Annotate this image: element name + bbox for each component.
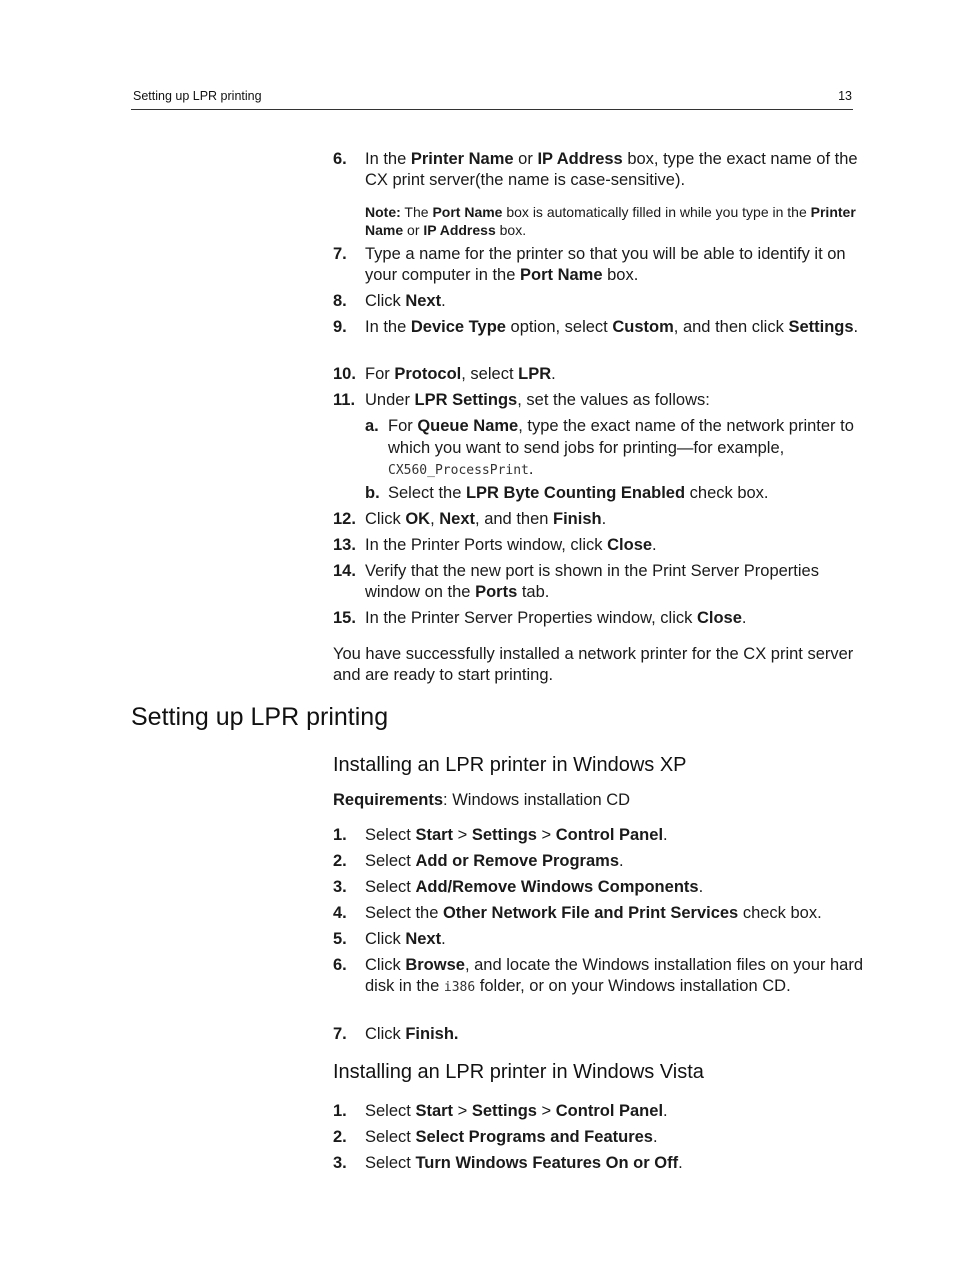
code-term: CX560_ProcessPrint xyxy=(388,463,529,478)
bold-term: Start xyxy=(415,826,454,844)
step-text: Click Next. xyxy=(365,292,446,310)
step-text: Select Add/Remove Windows Components. xyxy=(365,878,704,896)
step-number: 6. xyxy=(333,150,347,168)
bold-term: Browse xyxy=(405,956,465,974)
bold-term: Finish. xyxy=(405,1025,459,1043)
step-6 xyxy=(333,149,863,191)
step-8 xyxy=(333,291,863,312)
vista-heading: Installing an LPR printer in Windows Vista xyxy=(333,1061,704,1083)
note: Note: The Port Name box is automatically filled in while you type in the Printer Name or IP Address box. xyxy=(365,204,856,238)
step-number: 12. xyxy=(333,510,356,528)
xp-step-7 xyxy=(333,1024,863,1045)
bold-term: Start xyxy=(415,1102,454,1120)
step-12 xyxy=(333,509,863,530)
step-number: 1. xyxy=(333,826,347,844)
step-10 xyxy=(333,364,863,385)
bold-term: IP Address xyxy=(537,150,623,168)
step-number: 3. xyxy=(333,1154,347,1172)
bold-term: Next xyxy=(405,292,442,310)
bold-term: Close xyxy=(696,609,742,627)
substep-text: Select the LPR Byte Counting Enabled check box. xyxy=(388,484,769,502)
bold-term: Port Name xyxy=(520,266,603,284)
step-text: Select the Other Network File and Print Services check box. xyxy=(365,904,822,922)
xp-step-4 xyxy=(333,903,873,924)
xp-heading: Installing an LPR printer in Windows XP xyxy=(333,754,687,776)
step-text: Select Turn Windows Features On or Off. xyxy=(365,1154,683,1172)
step-7 xyxy=(333,244,863,286)
step-number: 2. xyxy=(333,1128,347,1146)
bold-term: Next xyxy=(439,510,476,528)
step-number: 5. xyxy=(333,930,347,948)
step-number: 14. xyxy=(333,562,356,580)
step-text: In the Printer Server Properties window, click Close. xyxy=(365,609,747,627)
bold-term: Device Type xyxy=(410,318,506,336)
step-number: 6. xyxy=(333,956,347,974)
substep-letter: a. xyxy=(365,417,379,435)
step-number: 1. xyxy=(333,1102,347,1120)
step-number: 10. xyxy=(333,365,356,383)
bold-term: Settings xyxy=(471,826,537,844)
step-9 xyxy=(333,317,863,338)
xp-step-5 xyxy=(333,929,863,950)
vista-step-1 xyxy=(333,1101,863,1122)
step-text: Select Select Programs and Features. xyxy=(365,1128,658,1146)
substep-letter: b. xyxy=(365,484,380,502)
step-text: Select Start > Settings > Control Panel. xyxy=(365,1102,668,1120)
bold-term: Turn Windows Features On or Off xyxy=(415,1154,679,1172)
step-number: 11. xyxy=(333,391,356,409)
xp-step-1 xyxy=(333,825,863,846)
bold-term: LPR Settings xyxy=(414,391,518,409)
step-text: Select Start > Settings > Control Panel. xyxy=(365,826,668,844)
section-heading: Setting up LPR printing xyxy=(131,703,389,731)
step-text: Click Browse, and locate the Windows installation files on your hard disk in the i386 folder, or on your Windows installation CD. xyxy=(365,956,864,995)
xp-step-6 xyxy=(333,955,863,998)
bold-term: Add/Remove Windows Components xyxy=(415,878,699,896)
step-text: Under LPR Settings, set the values as follows: xyxy=(365,391,710,409)
step-number: 7. xyxy=(333,1025,347,1043)
step-number: 4. xyxy=(333,904,347,922)
step-13 xyxy=(333,535,863,556)
step-text: Type a name for the printer so that you will be able to identify it on your computer in the Port Name box. xyxy=(365,245,846,284)
running-header-title: Setting up LPR printing xyxy=(133,89,262,103)
xp-step-3 xyxy=(333,877,863,898)
substep-b xyxy=(365,483,860,505)
xp-requirements: Requirements: Windows installation CD xyxy=(333,791,631,809)
vista-step-3 xyxy=(333,1153,863,1174)
summary-paragraph: You have successfully installed a network printer for the CX print server and are ready to start printing. xyxy=(333,645,854,684)
step-text: Verify that the new port is shown in the Print Server Properties window on the Ports tab. xyxy=(365,562,819,601)
step-text: Click Next. xyxy=(365,930,446,948)
step-number: 9. xyxy=(333,318,347,336)
step-text: Click Finish. xyxy=(365,1025,459,1043)
bold-term: Custom xyxy=(612,318,674,336)
step-text: In the Printer Ports window, click Close. xyxy=(365,536,657,554)
step-text: For Protocol, select LPR. xyxy=(365,365,556,383)
step-number: 2. xyxy=(333,852,347,870)
step-number: 7. xyxy=(333,245,347,263)
step-text: In the Printer Name or IP Address box, type the exact name of the CX print server(the name is case-sensitive). xyxy=(365,150,858,189)
step-number: 8. xyxy=(333,292,347,310)
xp-step-2 xyxy=(333,851,863,872)
bold-term: Printer Name xyxy=(365,204,856,238)
bold-term: Protocol xyxy=(394,365,462,383)
bold-term: Select Programs and Features xyxy=(415,1128,653,1146)
step-number: 13. xyxy=(333,536,356,554)
bold-term: LPR Byte Counting Enabled xyxy=(465,484,686,502)
substep-a xyxy=(365,416,860,482)
bold-term: Other Network File and Print Services xyxy=(442,904,739,922)
running-header xyxy=(131,88,853,110)
bold-term: Queue Name xyxy=(417,417,519,435)
bold-term: Close xyxy=(607,536,653,554)
code-term: i386 xyxy=(443,980,476,995)
bold-term: Control Panel xyxy=(555,1102,664,1120)
step-number: 15. xyxy=(333,609,356,627)
step-text: Select Add or Remove Programs. xyxy=(365,852,624,870)
page-number: 13 xyxy=(838,89,852,103)
step-15 xyxy=(333,608,863,629)
bold-term: Note: xyxy=(365,204,401,220)
bold-term: Control Panel xyxy=(555,826,664,844)
bold-term: IP Address xyxy=(423,222,496,238)
step-14 xyxy=(333,561,863,603)
bold-term: OK xyxy=(405,510,431,528)
step-11 xyxy=(333,390,863,411)
bold-term: Port Name xyxy=(432,204,503,220)
bold-term: Next xyxy=(405,930,442,948)
bold-term: Settings xyxy=(788,318,854,336)
substep-text: For Queue Name, type the exact name of the network printer to which you want to send jobs for printing—for example, CX560_ProcessPrint. xyxy=(388,417,854,478)
vista-step-2 xyxy=(333,1127,863,1148)
bold-term: Ports xyxy=(475,583,518,601)
bold-term: Finish xyxy=(553,510,602,528)
bold-term: LPR xyxy=(518,365,552,383)
step-text: In the Device Type option, select Custom, and then click Settings. xyxy=(365,318,859,336)
bold-term: Add or Remove Programs xyxy=(415,852,620,870)
step-text: Click OK, Next, and then Finish. xyxy=(365,510,607,528)
bold-term: Requirements xyxy=(333,791,444,809)
step-number: 3. xyxy=(333,878,347,896)
bold-term: Settings xyxy=(471,1102,537,1120)
bold-term: Printer Name xyxy=(410,150,514,168)
